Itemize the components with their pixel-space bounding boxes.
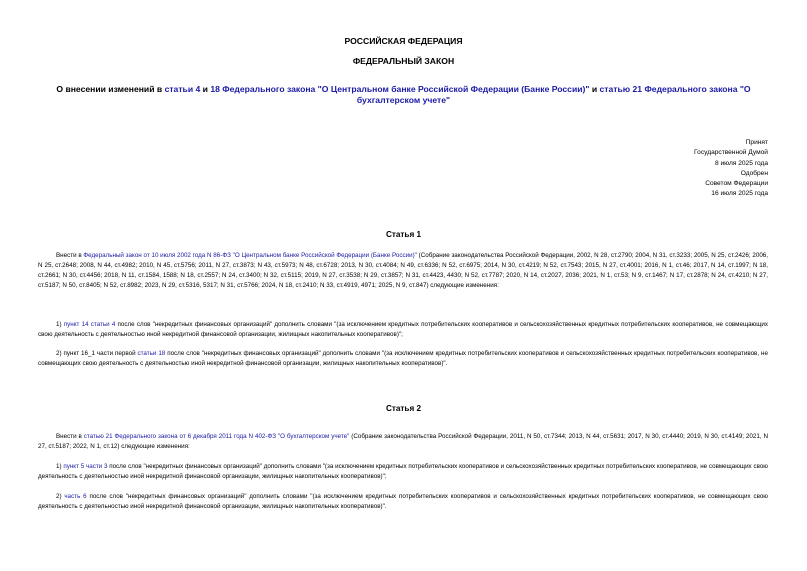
acceptance-block: [568, 138, 768, 200]
article-1-item-1: [38, 320, 768, 340]
article-1-intro: [38, 251, 768, 291]
title-link-article-21[interactable]: статью 21 Федерального закона "О бухгалтерском учете": [356, 84, 751, 105]
article-2-item-2-text: после слов "некредитных финансовых организаций" дополнить словами "(за исключением кредитных потребительских кооперативов и сельскохозяйственных кредитных потребительских кооперативов, не совмещающих свою деятельность с деятельностью иной некредитной финансовой организации, жилищных накопительных кооперативов)".: [38, 493, 768, 510]
approved-by: Советом Федерации: [705, 180, 768, 188]
article-2-item-1-num: 1): [56, 463, 64, 470]
article-1-intro-post: (Собрание законодательства Российской Федерации, 2002, N 28, ст.2790; 2004, N 31, ст.3233; 2005, N 25, ст.2426; 2006, N 25, ст.2648; 2008, N 44, ст.4982; 2010, N 45, ст.5756; 2011, N 27, ст.3873; N 43, ст.5973; N 48, ст.6728; 2013, N 30, ст.4084; N 49, ст.6336; N 52, ст.6975; 2014, N 30, ст.4219; N 52, ст.7543; 2015, N 27, ст.4001; 2016, N 1, ст.46; 2017, N 14, ст.1997; N 18, ст.2661; N 30, ст.4456; 2018, N 11, ст.1584, 1588; N 18, ст.2557; N 24, ст.3400; N 32, ст.5115; 2019, N 27, ст.3538; N 29, ст.3857; N 31, ст.4423, 4430; N 52, ст.7787; 2020, N 14, ст.2027, 2036; 2021, N 1, ст.53; N 9, ст.1467; N 17, ст.2878; N 24, ст.4210; N 27, ст.5187; N 50, ст.8405; N 52, ст.8982; 2023, N 29, ст.5316, 5317; N 31, ст.5766; 2024, N 18, ст.2410; N 33, ст.4919, 4971; 2025, N 9, ст.847) следующие изменения:: [38, 252, 769, 289]
article-1-item-2: [38, 349, 768, 369]
article-2-heading: Статья 2: [385, 404, 422, 413]
article-1-intro-pre: Внести в: [56, 252, 84, 259]
article-2-intro: [38, 432, 768, 452]
title-link-article-4[interactable]: статьи 4: [164, 84, 201, 94]
article-2-item-2-link[interactable]: часть 6: [64, 493, 87, 500]
article-2-item-2-num: 2): [56, 493, 65, 500]
article-1-item-1-num: 1): [56, 321, 64, 328]
article-1-item-2-pre: 2) пункт 16_1 части первой: [56, 350, 138, 357]
title-link-article-18[interactable]: 18 Федерального закона "О Центральном банке Российской Федерации (Банке России)": [210, 84, 590, 94]
approved-label: Одобрен: [740, 169, 768, 177]
article-1-item-1-link[interactable]: пункт 14 статьи 4: [63, 321, 116, 328]
article-2-item-1-link[interactable]: пункт 5 части 3: [63, 463, 108, 470]
title-text-1: О внесении изменений в: [56, 84, 165, 94]
law-title: [30, 84, 777, 106]
article-1-item-1-text: после слов "некредитных финансовых организаций" дополнить словами "(за исключением кредитных потребительских кооперативов и сельскохозяйственных кредитных потребительских кооперативов, не совмещающих свою деятельность с деятельностью иной некредитной финансовой организации, жилищных накопительных кооперативов)";: [38, 321, 769, 338]
country-heading: РОССИЙСКАЯ ФЕДЕРАЦИЯ: [344, 36, 463, 46]
article-1-item-2-text: после слов "некредитных финансовых организаций" дополнить словами "(за исключением кредитных потребительских кооперативов и сельскохозяйственных кредитных потребительских кооперативов, не совмещающих свою деятельность с деятельностью иной некредитной финансовой организации, жилищных накопительных кооперативов)".: [38, 350, 768, 367]
law-type-heading: ФЕДЕРАЛЬНЫЙ ЗАКОН: [352, 56, 455, 66]
accepted-date: 8 июля 2025 года: [714, 159, 768, 167]
article-1-law-link[interactable]: Федеральный закон от 10 июля 2002 года N 86-ФЗ "О Центральном банке Российской Федерации (Банке России)": [83, 252, 417, 259]
article-2-intro-post: (Собрание законодательства Российской Федерации, 2011, N 50, ст.7344; 2013, N 44, ст.5631; 2017, N 30, ст.4440; 2019, N 30, ст.4149; 2021, N 27, ст.5187; 2022, N 1, ст.12) следующие изменения:: [38, 433, 768, 450]
article-2-item-2: [38, 492, 768, 512]
accepted-by: Государственной Думой: [694, 149, 768, 157]
article-2-intro-pre: Внести в: [56, 433, 84, 440]
article-1-item-2-link[interactable]: статьи 18: [137, 350, 166, 357]
title-text-2: и: [200, 84, 211, 94]
article-2-law-link[interactable]: статью 21 Федерального закона от 6 декабря 2011 года N 402-ФЗ "О бухгалтерском учете": [83, 433, 350, 440]
title-text-3: и: [589, 84, 600, 94]
accepted-label: Принят: [745, 139, 768, 146]
approved-date: 16 июля 2025 года: [711, 190, 768, 198]
article-1-heading: Статья 1: [385, 230, 422, 239]
article-2-item-1-text: после слов "некредитных финансовых организаций" дополнить словами "(за исключением кредитных потребительских кооперативов и сельскохозяйственных кредитных потребительских кооперативов, не совмещающих свою деятельность с деятельностью иной некредитной финансовой организации, жилищных накопительных кооперативов)";: [38, 463, 768, 480]
article-2-item-1: [38, 462, 768, 482]
